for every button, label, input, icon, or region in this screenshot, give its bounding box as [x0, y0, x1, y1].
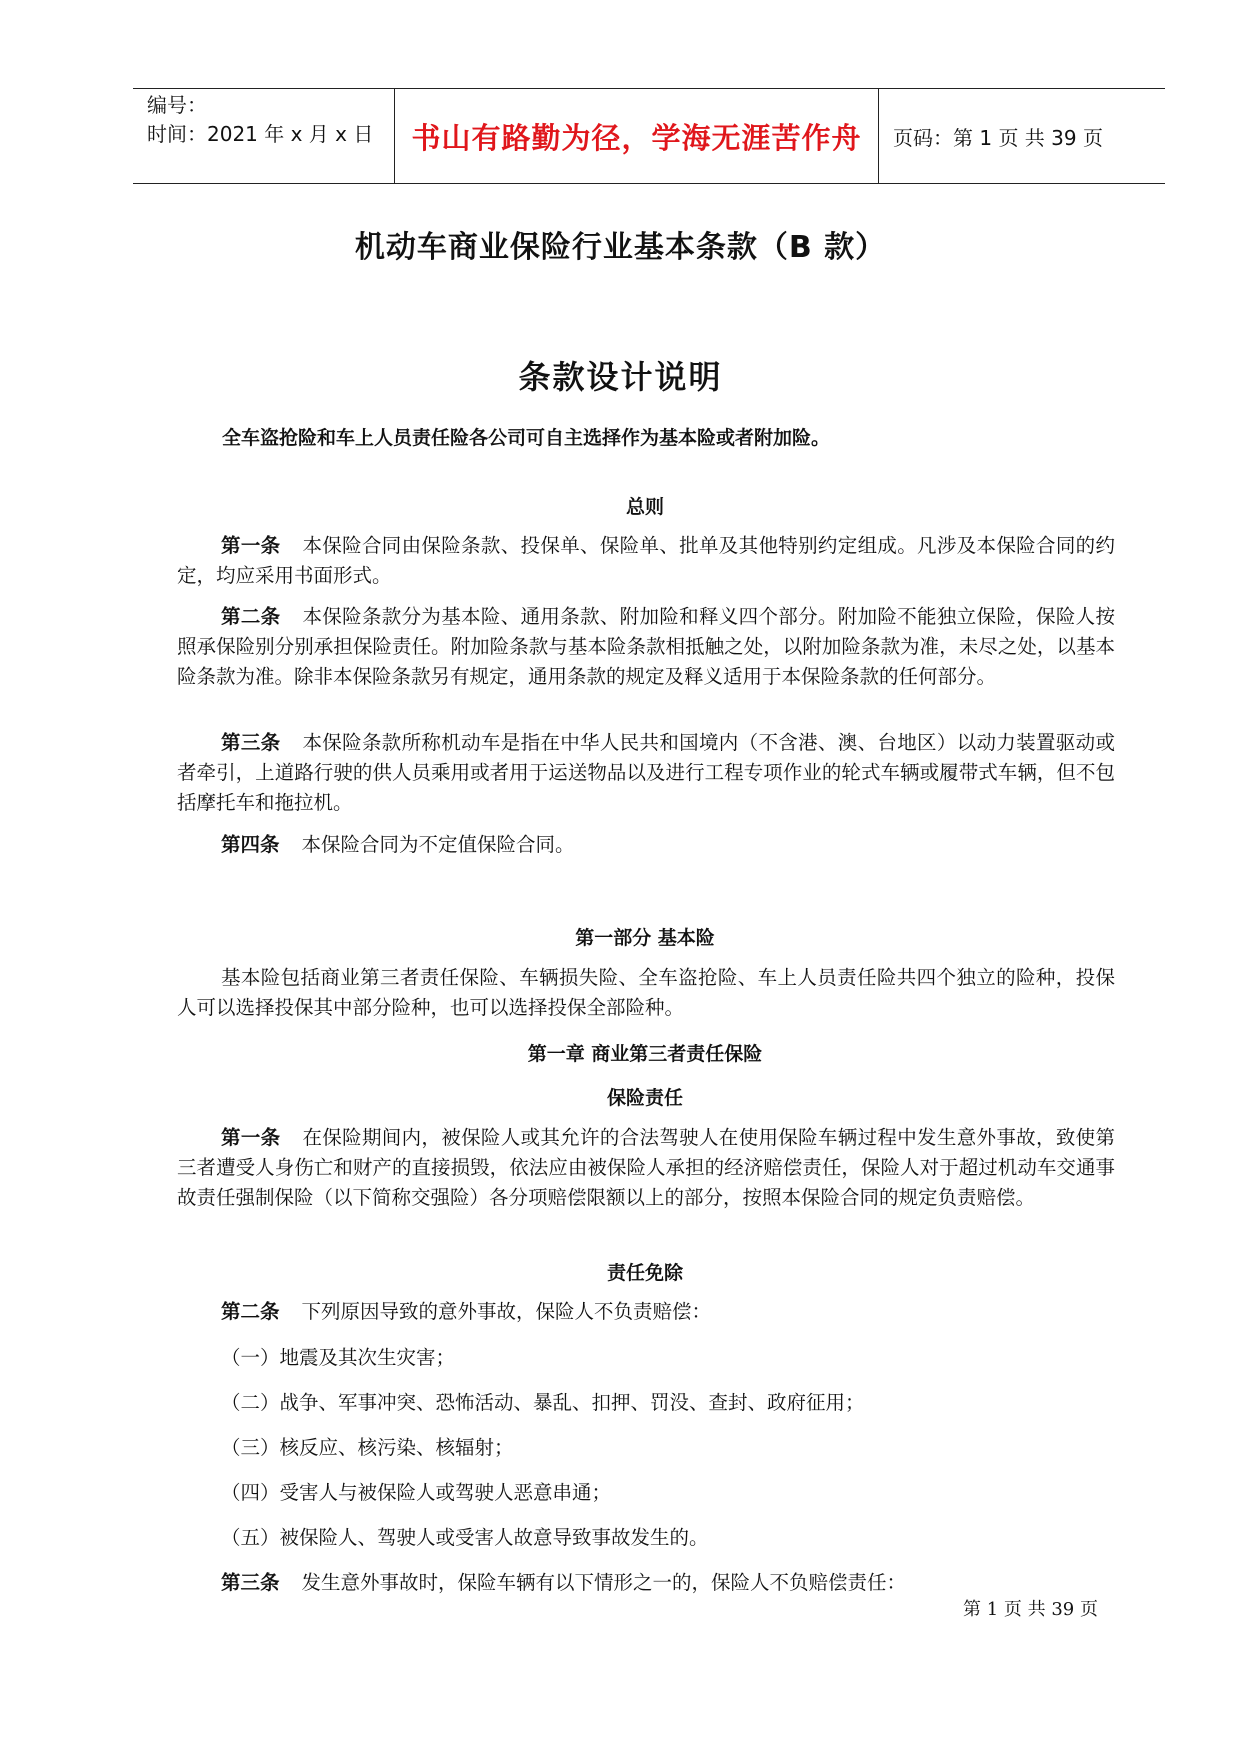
article-label: 第四条 [221, 833, 280, 856]
general-article-4 [177, 830, 1115, 860]
header-table [133, 88, 1165, 184]
header-motto: 书山有路勤为径，学海无涯苦作舟 [395, 89, 879, 183]
list-item: （四）受害人与被保险人或驾驶人恶意串通； [221, 1481, 612, 1504]
document-number: 编号： [147, 93, 207, 117]
article-label: 第一条 [221, 1126, 281, 1149]
general-article-3 [177, 728, 1115, 818]
part1-heading: 第一部分 基本险 [575, 927, 715, 949]
general-heading: 总则 [625, 496, 664, 518]
chapter-heading: 第一章 商业第三者责任保险 [527, 1043, 763, 1065]
article-label: 第三条 [221, 1571, 280, 1594]
article-label: 第三条 [221, 731, 281, 754]
part1-article-3 [177, 1568, 1115, 1598]
part1-intro: 基本险包括商业第三者责任保险、车辆损失险、全车盗抢险、车上人员责任险共四个独立的险种，投保人可以选择投保其中部分险种，也可以选择投保全部险种。 [177, 966, 1115, 1019]
page-footer: 第 1 页 共 39 页 [963, 1599, 1098, 1620]
article-text: 在保险期间内，被保险人或其允许的合法驾驶人在使用保险车辆过程中发生意外事故，致使第三者遭受人身伤亡和财产的直接损毁，依法应由被保险人承担的经济赔偿责任，保险人对于超过机动车交通事故责任强制保险（以下简称交强险）各分项赔偿限额以上的部分，按照本保险合同的规定负责赔偿。 [177, 1126, 1115, 1209]
list-item: （五）被保险人、驾驶人或受害人故意导致事故发生的。 [221, 1526, 709, 1549]
part1-article-1 [177, 1123, 1115, 1213]
article-text: 发生意外事故时，保险车辆有以下情形之一的，保险人不负赔偿责任： [301, 1571, 907, 1594]
liability-heading: 保险责任 [606, 1087, 683, 1109]
article-text: 本保险合同由保险条款、投保单、保险单、批单及其他特别约定组成。凡涉及本保险合同的约定，均应采用书面形式。 [177, 534, 1115, 587]
list-item: （一）地震及其次生灾害； [221, 1346, 456, 1369]
document-title: 机动车商业保险行业基本条款（B 款） [354, 230, 887, 265]
article-label: 第二条 [221, 1300, 280, 1323]
document-subtitle: 条款设计说明 [518, 358, 723, 396]
list-item: （二）战争、军事冲突、恐怖活动、暴乱、扣押、罚没、查封、政府征用； [221, 1391, 865, 1414]
article-text: 下列原因导致的意外事故，保险人不负责赔偿： [301, 1300, 712, 1323]
notice-text: 全车盗抢险和车上人员责任险各公司可自主选择作为基本险或者附加险。 [222, 427, 831, 449]
article-text: 本保险合同为不定值保险合同。 [301, 833, 575, 856]
document-time: 时间：2021 年 x 月 x 日 [147, 122, 374, 146]
list-item: （三）核反应、核污染、核辐射； [221, 1436, 514, 1459]
article-label: 第一条 [221, 534, 281, 557]
general-article-2 [177, 602, 1115, 692]
exemption-heading: 责任免除 [606, 1262, 683, 1284]
part1-article-2 [177, 1297, 1115, 1327]
header-meta [133, 89, 395, 183]
article-label: 第二条 [221, 605, 281, 628]
general-article-1 [177, 531, 1115, 591]
article-text: 本保险条款所称机动车是指在中华人民共和国境内（不含港、澳、台地区）以动力装置驱动或者牵引，上道路行驶的供人员乘用或者用于运送物品以及进行工程专项作业的轮式车辆或履带式车辆，但不包括摩托车和拖拉机。 [177, 731, 1115, 814]
article-text: 本保险条款分为基本险、通用条款、附加险和释义四个部分。附加险不能独立保险，保险人按照承保险别分别承担保险责任。附加险条款与基本险条款相抵触之处，以附加险条款为准，未尽之处，以基本险条款为准。除非本保险条款另有规定，通用条款的规定及释义适用于本保险条款的任何部分。 [177, 605, 1115, 688]
header-page-info: 页码：第 1 页 共 39 页 [893, 125, 1103, 150]
